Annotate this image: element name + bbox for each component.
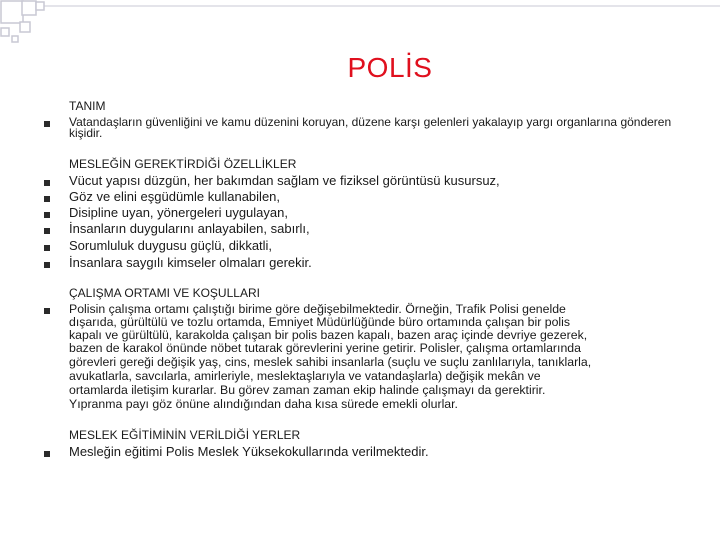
section-heading-ozellikler: MESLEĞİN GEREKTİRDİĞİ ÖZELLİKLER bbox=[69, 157, 297, 171]
egitim-line: Mesleğin eğitimi Polis Meslek Yüksekokullarında verilmektedir. bbox=[69, 444, 429, 459]
section-heading-calisma: ÇALIŞMA ORTAMI VE KOŞULLARI bbox=[69, 286, 260, 300]
list-item: Göz ve elini eşgüdümle kullanabilen, bbox=[69, 189, 281, 204]
list-item: Vücut yapısı düzgün, her bakımdan sağlam ve fiziksel görüntüsü kusursuz, bbox=[69, 173, 500, 188]
section-heading-egitim: MESLEK EĞİTİMİNİN VERİLDİĞİ YERLER bbox=[69, 428, 301, 442]
bullet-icon bbox=[44, 451, 50, 457]
list-item: İnsanlara saygılı kimseler olmaları gerekir. bbox=[69, 255, 312, 270]
section-heading-tanim: TANIM bbox=[69, 99, 106, 113]
calisma-line-8: Yıpranma payı göz önüne alındığından daha kısa sürede emekli olurlar. bbox=[69, 397, 458, 411]
bullet-icon bbox=[44, 308, 50, 314]
bullet-icon bbox=[44, 180, 50, 186]
calisma-line-5: görevleri gereği değişik yaş, cins, meslek sahibi insanlarla (suçlu ve suçlu zanlılarıyla, tanıklarla, bbox=[69, 355, 592, 369]
calisma-line-1: Polisin çalışma ortamı çalıştığı birime göre değişebilmektedir. Örneğin, Trafik Polisi genelde bbox=[69, 302, 566, 316]
list-item: Sorumluluk duygusu güçlü, dikkatli, bbox=[69, 238, 273, 253]
calisma-line-3: kapalı ve gürültülü, karakolda çalışan bir polis bazen kapalı, bazen araç içinde devriye gezerek, bbox=[69, 328, 588, 342]
bullet-icon bbox=[44, 245, 50, 251]
list-item: Disipline uyan, yönergeleri uygulayan, bbox=[69, 205, 288, 220]
page-title: POLİS bbox=[347, 52, 433, 83]
calisma-line-6: avukatlarla, savcılarla, amirleriyle, meslektaşlarıyla ve vatandaşlarla) değişik mekân ve bbox=[69, 369, 541, 383]
list-item: İnsanların duygularını anlayabilen, sabırlı, bbox=[69, 221, 310, 236]
bullet-icon bbox=[44, 228, 50, 234]
tanim-line-1: Vatandaşların güvenliğini ve kamu düzenini koruyan, düzene karşı gelenleri yakalayıp yargı organlarına gönderen bbox=[69, 115, 672, 129]
bullet-icon bbox=[44, 121, 50, 127]
bullet-icon bbox=[44, 196, 50, 202]
bullet-icon bbox=[44, 262, 50, 268]
calisma-line-4: bazen de karakol önünde nöbet tutarak görevlerini yerine getirir. Polisler, çalışma ortamlarında bbox=[69, 341, 581, 355]
bullet-icon bbox=[44, 212, 50, 218]
tanim-line-2: kişidir. bbox=[69, 126, 103, 140]
corner-decoration bbox=[0, 0, 720, 60]
calisma-line-2: dışarıda, gürültülü ve tozlu ortamda, Emniyet Müdürlüğünde büro ortamında çalışan bir polis bbox=[69, 315, 571, 329]
calisma-line-7: ortamlarda iletişim kurarlar. Bu görev zaman zaman ekip halinde çalışmayı da gerektirir. bbox=[69, 383, 546, 397]
